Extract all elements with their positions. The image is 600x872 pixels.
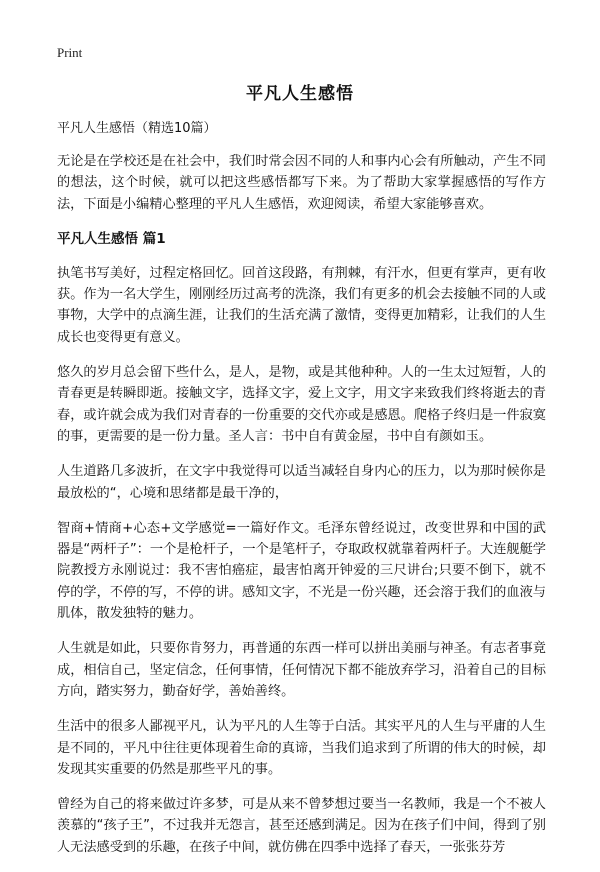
article-body [57, 119, 546, 872]
body-paragraph: 人生道路几多波折，在文字中我觉得可以适当减轻自身内心的压力，以为那时候你是最放松的“，心境和思绪都是最干净的， [57, 464, 546, 501]
section-heading: 平凡人生感悟 篇1 [57, 230, 166, 247]
print-link[interactable]: Print [57, 45, 83, 60]
body-paragraph: 悠久的岁月总会留下些什么，是人，是物，或是其他种种。人的一生太过短暂，人的青春更是转瞬即逝。接触文字，选择文字，爱上文字，用文字来致我们终将逝去的青春，或许就会成为我们对青春的一份重要的交代亦或是感恩。爬格子终归是一件寂寞的事，更需要的是一份力量。圣人言：书中自有黄金屋，书中自有颜如玉。 [57, 365, 546, 444]
intro-paragraph: 无论是在学校还是在社会中，我们时常会因不同的人和事内心会有所触动，产生不同的想法，这个时候，就可以把这些感悟都写下来。为了帮助大家掌握感悟的写作方法，下面是小编精心整理的平凡人生感悟，欢迎阅读，希望大家能够喜欢。 [57, 154, 546, 212]
body-paragraph: 人生就是如此，只要你肯努力，再普通的东西一样可以拼出美丽与神圣。有志者事竟成，相信自己，坚定信念，任何事情，任何情况下都不能放弃学习，沿着自己的目标方向，踏实努力，勤奋好学，善始善终。 [57, 641, 546, 699]
body-paragraph: 智商+情商+心态+文学感觉=一篇好作文。毛泽东曾经说过，改变世界和中国的武器是“两杆子”：一个是枪杆子，一个是笔杆子，夺取政权就靠着两杆子。大连舰艇学院教授方永刚说过：我不害怕癌症，最害怕离开钟爱的三尺讲台;只要不倒下，就不停的学，不停的写，不停的讲。感知文字，不光是一份兴趣，还会溶于我们的血液与肌体，散发独特的魅力。 [57, 520, 546, 622]
body-paragraph: 执笔书写美好，过程定格回忆。回首这段路，有荆棘，有汗水，但更有掌声，更有收获。作为一名大学生，刚刚经历过高考的洗涤，我们有更多的机会去接触不同的人或事物，大学中的点滴生涯，让我们的生活充满了激情，变得更加精彩，让我们的人生成长也变得更有意义。 [57, 265, 546, 345]
body-paragraph: 生活中的很多人鄙视平凡，认为平凡的人生等于白活。其实平凡的人生与平庸的人生是不同的，平凡中往往更体现着生命的真谛，当我们追求到了所谓的伟大的时候，却发现其实重要的仍然是那些平凡的事。 [57, 719, 546, 777]
page-title: 平凡人生感悟 [246, 84, 354, 104]
body-paragraph: 曾经为自己的将来做过许多梦，可是从来不曾梦想过要当一名教师，我是一个不被人羡慕的“孩子王”，不过我并无怨言，甚至还感到满足。因为在孩子们中间，得到了别人无法感受到的乐趣，在孩子中间，就仿佛在四季中选择了春天，一张张芬芳 [57, 797, 546, 855]
article-subtitle: 平凡人生感悟（精选10篇） [57, 121, 217, 136]
